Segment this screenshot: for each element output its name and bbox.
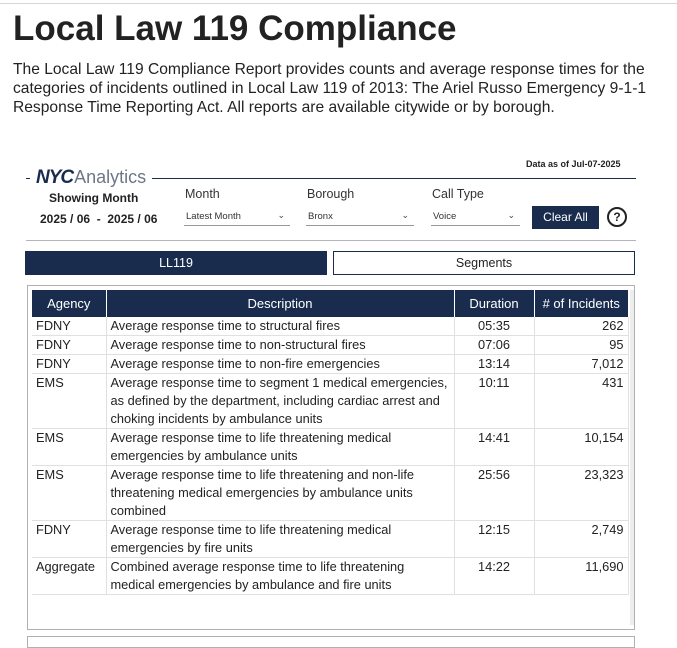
- header-description[interactable]: Description: [106, 290, 454, 317]
- table-row: [32, 317, 628, 336]
- agency-cell: EMS: [32, 466, 106, 521]
- agency-cell: EMS: [32, 374, 106, 429]
- description-cell: Average response time to life threatening medical emergencies by ambulance units: [106, 429, 454, 466]
- borough-select-value: Bronx: [308, 211, 333, 222]
- calltype-select[interactable]: [431, 207, 520, 226]
- table-body: [32, 317, 628, 595]
- description-cell: Average response time to structural fires: [106, 317, 454, 336]
- description-cell: Average response time to non-fire emergencies: [106, 355, 454, 374]
- showing-month-label: Showing Month: [49, 191, 139, 205]
- incidents-cell: 11,690: [534, 558, 628, 595]
- table-row: [32, 336, 628, 355]
- borough-filter-label: Borough: [307, 187, 355, 201]
- agency-cell: EMS: [32, 429, 106, 466]
- header-duration[interactable]: Duration: [454, 290, 534, 317]
- calltype-filter-label: Call Type: [432, 187, 484, 201]
- description-cell: Average response time to segment 1 medical emergencies, as defined by the department, including cardiac arrest and choking incidents by ambulance units: [106, 374, 454, 429]
- description-cell: Average response time to life threatening and non-life threatening medical emergencies by ambulance units combined: [106, 466, 454, 521]
- tab-segments[interactable]: Segments: [333, 251, 635, 275]
- agency-cell: Aggregate: [32, 558, 106, 595]
- table-row: [32, 558, 628, 595]
- duration-cell: 14:22: [454, 558, 534, 595]
- logo-nyc-text: NYC: [36, 167, 74, 188]
- help-icon[interactable]: ?: [607, 207, 627, 227]
- table-header-row: [32, 290, 628, 317]
- header-agency[interactable]: Agency: [32, 290, 106, 317]
- nyc-analytics-logo: [30, 167, 152, 189]
- incidents-cell: 431: [534, 374, 628, 429]
- page-title: Local Law 119 Compliance: [13, 9, 457, 48]
- incidents-cell: 7,012: [534, 355, 628, 374]
- table-scrollbar[interactable]: [630, 290, 634, 625]
- incidents-cell: 95: [534, 336, 628, 355]
- duration-cell: 10:11: [454, 374, 534, 429]
- duration-cell: 25:56: [454, 466, 534, 521]
- description-cell: Average response time to life threatening medical emergencies by fire units: [106, 521, 454, 558]
- duration-cell: 05:35: [454, 317, 534, 336]
- table-row: [32, 429, 628, 466]
- agency-cell: FDNY: [32, 336, 106, 355]
- table-row: [32, 521, 628, 558]
- description-cell: Average response time to non-structural fires: [106, 336, 454, 355]
- incidents-cell: 262: [534, 317, 628, 336]
- chevron-down-icon: ⌄: [277, 210, 285, 220]
- borough-select[interactable]: [306, 207, 414, 226]
- agency-cell: FDNY: [32, 521, 106, 558]
- clear-all-button[interactable]: Clear All: [532, 206, 599, 229]
- table-row: [32, 374, 628, 429]
- logo-analytics-text: Analytics: [74, 167, 147, 187]
- table-row: [32, 466, 628, 521]
- duration-cell: 12:15: [454, 521, 534, 558]
- chevron-down-icon: ⌄: [507, 210, 515, 220]
- compliance-table-frame: [27, 285, 635, 630]
- chevron-down-icon: ⌄: [401, 210, 409, 220]
- showing-month-range: 2025 / 06 - 2025 / 06: [40, 212, 158, 226]
- calltype-select-value: Voice: [433, 211, 457, 222]
- incidents-cell: 10,154: [534, 429, 628, 466]
- lower-panel-frame: [27, 636, 635, 648]
- description-cell: Combined average response time to life threatening medical emergencies by ambulance and fire units: [106, 558, 454, 595]
- month-filter-label: Month: [185, 187, 220, 201]
- compliance-table: [32, 290, 629, 595]
- duration-cell: 07:06: [454, 336, 534, 355]
- incidents-cell: 2,749: [534, 521, 628, 558]
- header-incidents[interactable]: # of Incidents: [534, 290, 628, 317]
- data-asof-label: Data as of Jul-07-2025: [526, 159, 621, 169]
- top-divider: [0, 3, 677, 4]
- incidents-cell: 23,323: [534, 466, 628, 521]
- duration-cell: 14:41: [454, 429, 534, 466]
- filters-divider: [26, 240, 636, 241]
- agency-cell: FDNY: [32, 317, 106, 336]
- month-select[interactable]: [184, 207, 290, 226]
- page-intro: The Local Law 119 Compliance Report provides counts and average response times for the categories of incidents outlined in Local Law 119 of 2013: The Ariel Russo Emergency 9-1-1 Response Time Reporting Act. All reports are available citywide or by borough.: [13, 61, 647, 116]
- tab-ll119[interactable]: LL119: [25, 251, 327, 275]
- agency-cell: FDNY: [32, 355, 106, 374]
- table-row: [32, 355, 628, 374]
- month-select-value: Latest Month: [186, 211, 241, 222]
- duration-cell: 13:14: [454, 355, 534, 374]
